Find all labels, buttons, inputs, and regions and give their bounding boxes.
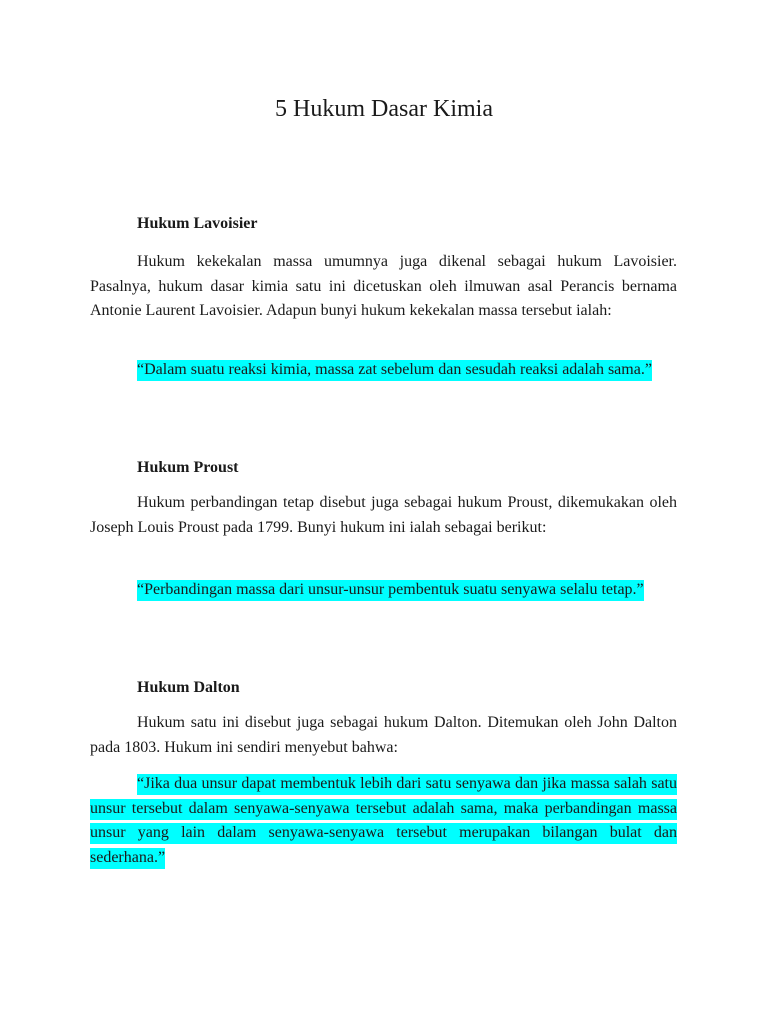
- section-body-lavoisier: Hukum kekekalan massa umumnya juga dikenal sebagai hukum Lavoisier. Pasalnya, hukum dasar kimia satu ini dicetuskan oleh ilmuwan asal Perancis bernama Antonie Laurent Lavoisier. Adapun bunyi hukum kekekalan massa tersebut ialah:: [90, 253, 677, 319]
- section-heading-proust: Hukum Proust: [137, 459, 239, 476]
- section-body-dalton: Hukum satu ini disebut juga sebagai hukum Dalton. Ditemukan oleh John Dalton pada 1803. Hukum ini sendiri menyebut bahwa:: [90, 714, 677, 756]
- section-heading-dalton: Hukum Dalton: [137, 679, 240, 696]
- section-quote-dalton: [90, 772, 677, 870]
- document-title: 5 Hukum Dasar Kimia: [275, 96, 493, 122]
- highlighted-quote-text: “Jika dua unsur dapat membentuk lebih dari satu senyawa dan jika massa salah satu unsur tersebut dalam senyawa-senyawa tersebut adalah sama, maka perbandingan massa unsur yang lain dalam senyawa-senyawa tersebut merupakan bilangan bulat dan sederhana.”: [90, 774, 677, 869]
- highlighted-quote-text: “Perbandingan massa dari unsur-unsur pembentuk suatu senyawa selalu tetap.”: [137, 580, 644, 601]
- highlighted-quote-text: “Dalam suatu reaksi kimia, massa zat sebelum dan sesudah reaksi adalah sama.”: [137, 360, 652, 381]
- section-body-proust: Hukum perbandingan tetap disebut juga sebagai hukum Proust, dikemukakan oleh Joseph Louis Proust pada 1799. Bunyi hukum ini ialah sebagai berikut:: [90, 494, 677, 536]
- section-quote-proust: [90, 578, 677, 603]
- section-heading-lavoisier: Hukum Lavoisier: [137, 215, 258, 232]
- section-quote-lavoisier: [90, 358, 677, 383]
